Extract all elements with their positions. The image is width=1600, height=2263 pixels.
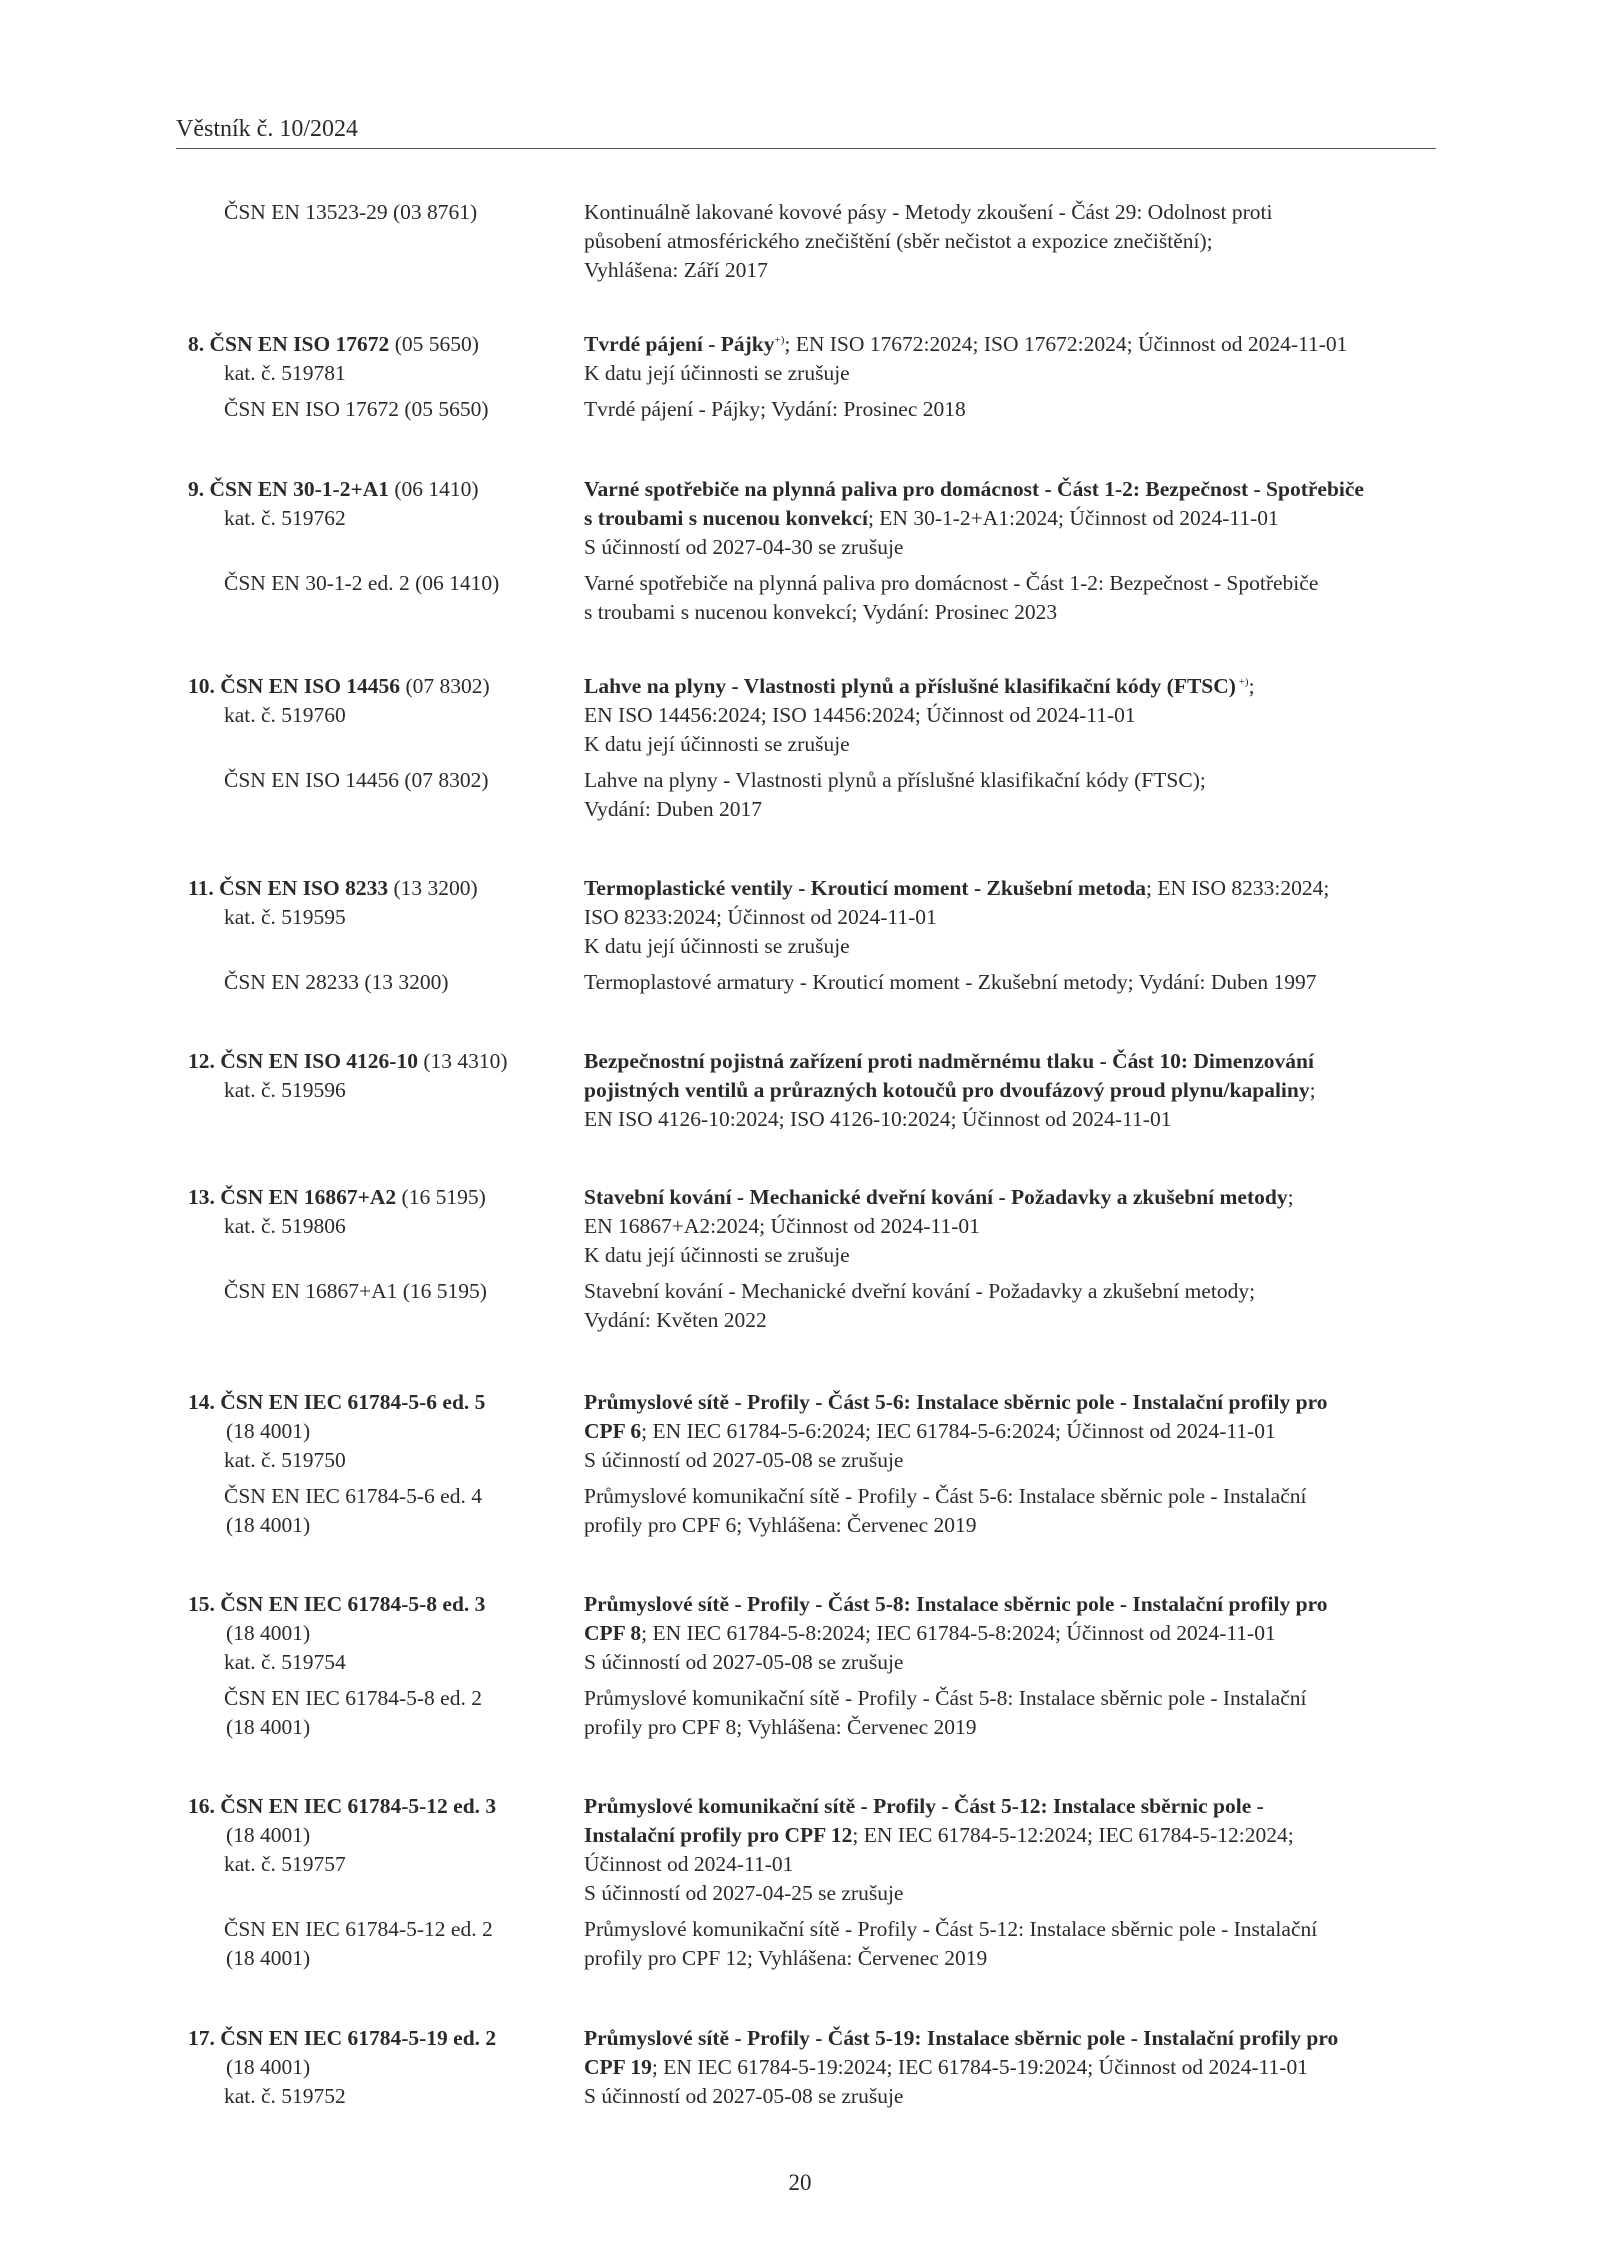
designation-line (188, 672, 568, 701)
description-line (584, 1306, 1428, 1335)
designation-line (188, 1388, 568, 1417)
plain-text: ČSN EN ISO 14456 (07 8302) (224, 768, 489, 792)
description-line (584, 1915, 1428, 1944)
description-line (584, 1047, 1428, 1076)
plain-text: ; EN 30-1-2+A1:2024; Účinnost od 2024-11-01 (867, 506, 1279, 530)
description-line (584, 672, 1428, 701)
plain-text: kat. č. 519752 (224, 2084, 346, 2108)
description-line (584, 2082, 1428, 2111)
designation-line (188, 1212, 568, 1241)
plain-text: kat. č. 519762 (224, 506, 346, 530)
bold-title-text: Průmyslové sítě - Profily - Část 5-19: Instalace sběrnic pole - Instalační profily pro (584, 2026, 1339, 2050)
bold-title-text: Lahve na plyny - Vlastnosti plynů a příslušné klasifikační kódy (FTSC) (584, 674, 1236, 698)
standard-description (584, 569, 1428, 627)
description-line (584, 598, 1428, 627)
plain-text: (18 4001) (226, 1621, 311, 1645)
description-line (584, 1241, 1428, 1270)
bold-title-text: CPF 6 (584, 1419, 642, 1443)
plain-text: profily pro CPF 12; Vyhlášena: Červenec 2019 (584, 1946, 988, 1970)
designation-line (188, 475, 568, 504)
replaced-standard-row (188, 1915, 1438, 1973)
new-standard-row (188, 1388, 1438, 1475)
plain-text: kat. č. 519781 (224, 361, 346, 385)
description-line (584, 874, 1428, 903)
new-standard-row (188, 2024, 1438, 2111)
plain-text: (18 4001) (226, 1823, 311, 1847)
plain-text: S účinností od 2027-05-08 se zrušuje (584, 2084, 904, 2108)
new-standard-row (188, 1590, 1438, 1677)
page-number: 20 (788, 2170, 812, 2195)
plain-text: S účinností od 2027-05-08 se zrušuje (584, 1448, 904, 1472)
standard-designation (188, 569, 568, 598)
designation-line (188, 1684, 568, 1713)
description-line (584, 2024, 1428, 2053)
plain-text: Vydání: Květen 2022 (584, 1308, 767, 1332)
standard-designation (188, 1183, 568, 1241)
plain-text: ; EN IEC 61784-5-12:2024; IEC 61784-5-12:2024; (852, 1823, 1294, 1847)
bold-title-text: 12. ČSN EN ISO 4126-10 (188, 1049, 418, 1073)
standard-entry (188, 475, 1438, 627)
standard-designation (188, 475, 568, 533)
designation-line (188, 2053, 568, 2082)
designation-line (188, 198, 568, 227)
plain-text: Tvrdé pájení - Pájky; Vydání: Prosinec 2018 (584, 397, 966, 421)
designation-line (188, 874, 568, 903)
plain-text: Účinnost od 2024-11-01 (584, 1852, 794, 1876)
standard-entry (188, 1183, 1438, 1335)
plain-text: kat. č. 519596 (224, 1078, 346, 1102)
designation-line (188, 1417, 568, 1446)
plain-text: (13 3200) (388, 876, 478, 900)
standard-designation (188, 672, 568, 730)
plain-text: (18 4001) (226, 1715, 311, 1739)
description-line (584, 932, 1428, 961)
designation-line (188, 1619, 568, 1648)
designation-line (188, 1277, 568, 1306)
description-line (584, 1792, 1428, 1821)
standard-entry (188, 1792, 1438, 1973)
plain-text: Průmyslové komunikační sítě - Profily - Část 5-6: Instalace sběrnic pole - Instalační (584, 1484, 1307, 1508)
bold-title-text: Průmyslové sítě - Profily - Část 5-6: Instalace sběrnic pole - Instalační profily pro (584, 1390, 1328, 1414)
description-line (584, 1105, 1428, 1134)
replaced-standard-row (188, 1277, 1438, 1335)
bold-title-text: 8. ČSN EN ISO 17672 (188, 332, 390, 356)
plain-text: (18 4001) (226, 2055, 311, 2079)
description-line (584, 2053, 1428, 2082)
plain-text: Termoplastové armatury - Krouticí moment - Zkušební metody; Vydání: Duben 1997 (584, 970, 1317, 994)
standard-designation (188, 1684, 568, 1742)
replaced-standard-row (188, 395, 1438, 424)
bold-title-text: Průmyslové komunikační sítě - Profily - Část 5-12: Instalace sběrnic pole - (584, 1794, 1264, 1818)
plain-text: kat. č. 519754 (224, 1650, 346, 1674)
page-header (176, 114, 1436, 149)
standard-description (584, 2024, 1428, 2111)
standard-designation (188, 330, 568, 388)
description-line (584, 1417, 1428, 1446)
plain-text: ČSN EN 13523-29 (03 8761) (224, 200, 478, 224)
bold-title-text: Varné spotřebiče na plynná paliva pro domácnost - Část 1-2: Bezpečnost - Spotřebiče (584, 477, 1364, 501)
standard-designation (188, 2024, 568, 2111)
description-line (584, 903, 1428, 932)
description-line (584, 1446, 1428, 1475)
bold-title-text: 16. ČSN EN IEC 61784-5-12 ed. 3 (188, 1794, 497, 1818)
plain-text: S účinností od 2027-05-08 se zrušuje (584, 1650, 904, 1674)
plain-text: EN 16867+A2:2024; Účinnost od 2024-11-01 (584, 1214, 980, 1238)
description-line (584, 475, 1428, 504)
bold-title-text: pojistných ventilů a průrazných kotoučů pro dvoufázový proud plynu/kapaliny (584, 1078, 1310, 1102)
bold-title-text: Tvrdé pájení - Pájky (584, 332, 775, 356)
standard-description (584, 874, 1428, 961)
description-line (584, 1879, 1428, 1908)
new-standard-row (188, 198, 1438, 285)
description-line (584, 968, 1428, 997)
designation-line (188, 1076, 568, 1105)
new-standard-row (188, 1183, 1438, 1270)
new-standard-row (188, 330, 1438, 388)
description-line (584, 1482, 1428, 1511)
plain-text: K datu její účinnosti se zrušuje (584, 934, 850, 958)
standard-entry (188, 1590, 1438, 1742)
plain-text: kat. č. 519595 (224, 905, 346, 929)
plain-text: ; EN ISO 8233:2024; (1145, 876, 1330, 900)
description-line (584, 198, 1428, 227)
plain-text: působení atmosférického znečištění (sběr nečistot a expozice znečištění); (584, 229, 1213, 253)
plain-text: ; EN ISO 17672:2024; ISO 17672:2024; Účinnost od 2024-11-01 (784, 332, 1348, 356)
bold-title-text: CPF 19 (584, 2055, 652, 2079)
designation-line (188, 2082, 568, 2111)
standard-entry (188, 198, 1438, 285)
plain-text: ČSN EN 30-1-2 ed. 2 (06 1410) (224, 571, 500, 595)
bold-title-text: Stavební kování - Mechanické dveřní kování - Požadavky a zkušební metody (584, 1185, 1288, 1209)
plain-text: ; (1248, 674, 1255, 698)
designation-line (188, 2024, 568, 2053)
plain-text: Varné spotřebiče na plynná paliva pro domácnost - Část 1-2: Bezpečnost - Spotřebiče (584, 571, 1319, 595)
plain-text: Lahve na plyny - Vlastnosti plynů a příslušné klasifikační kódy (FTSC); (584, 768, 1206, 792)
bold-title-text: 14. ČSN EN IEC 61784-5-6 ed. 5 (188, 1390, 486, 1414)
description-line (584, 1212, 1428, 1241)
description-line (584, 395, 1428, 424)
plain-text: ISO 8233:2024; Účinnost od 2024-11-01 (584, 905, 937, 929)
plain-text: (06 1410) (388, 477, 479, 501)
description-line (584, 701, 1428, 730)
description-line (584, 795, 1428, 824)
designation-line (188, 359, 568, 388)
description-line (584, 1183, 1428, 1212)
plain-text: profily pro CPF 8; Vyhlášena: Červenec 2019 (584, 1715, 977, 1739)
standard-description (584, 475, 1428, 562)
standard-entry (188, 874, 1438, 997)
designation-line (188, 766, 568, 795)
designation-line (188, 1047, 568, 1076)
plain-text: ČSN EN IEC 61784-5-8 ed. 2 (224, 1686, 482, 1710)
bold-title-text: s troubami s nucenou konvekcí (584, 506, 868, 530)
standard-designation (188, 395, 568, 424)
replaced-standard-row (188, 1482, 1438, 1540)
designation-line (188, 1446, 568, 1475)
description-line (584, 1713, 1428, 1742)
new-standard-row (188, 1047, 1438, 1134)
plain-text: EN ISO 14456:2024; ISO 14456:2024; Účinnost od 2024-11-01 (584, 703, 1136, 727)
plain-text: ČSN EN IEC 61784-5-12 ed. 2 (224, 1917, 493, 1941)
designation-line (188, 1944, 568, 1973)
designation-line (188, 1792, 568, 1821)
plain-text: S účinností od 2027-04-30 se zrušuje (584, 535, 904, 559)
designation-line (188, 1713, 568, 1742)
standard-description (584, 330, 1428, 388)
plain-text: ; EN IEC 61784-5-6:2024; IEC 61784-5-6:2024; Účinnost od 2024-11-01 (641, 1419, 1276, 1443)
plain-text: EN ISO 4126-10:2024; ISO 4126-10:2024; Účinnost od 2024-11-01 (584, 1107, 1172, 1131)
plain-text: kat. č. 519806 (224, 1214, 346, 1238)
standard-designation (188, 1792, 568, 1879)
replaced-standard-row (188, 1684, 1438, 1742)
plain-text: ; (1287, 1185, 1294, 1209)
standard-entry (188, 1047, 1438, 1134)
description-line (584, 227, 1428, 256)
standard-designation (188, 1388, 568, 1475)
plain-text: profily pro CPF 6; Vyhlášena: Červenec 2019 (584, 1513, 977, 1537)
plain-text: K datu její účinnosti se zrušuje (584, 1243, 850, 1267)
new-standard-row (188, 874, 1438, 961)
description-line (584, 766, 1428, 795)
replaced-standard-row (188, 766, 1438, 824)
standard-entry (188, 330, 1438, 424)
standard-description (584, 1277, 1428, 1335)
description-line (584, 359, 1428, 388)
description-line (584, 1511, 1428, 1540)
description-line (584, 256, 1428, 285)
bold-title-text: Bezpečnostní pojistná zařízení proti nadměrnému tlaku - Část 10: Dimenzování (584, 1049, 1314, 1073)
description-line (584, 1850, 1428, 1879)
plain-text: Vyhlášena: Září 2017 (584, 258, 768, 282)
new-standard-row (188, 672, 1438, 759)
standard-designation (188, 766, 568, 795)
plain-text: ČSN EN 16867+A1 (16 5195) (224, 1279, 487, 1303)
standard-description (584, 198, 1428, 285)
standard-designation (188, 1047, 568, 1105)
description-line (584, 730, 1428, 759)
standard-description (584, 1590, 1428, 1677)
description-line (584, 1277, 1428, 1306)
bold-title-text: 10. ČSN EN ISO 14456 (188, 674, 401, 698)
designation-line (188, 1915, 568, 1944)
designation-line (188, 968, 568, 997)
plain-text: Kontinuálně lakované kovové pásy - Metody zkoušení - Část 29: Odolnost proti (584, 200, 1273, 224)
new-standard-row (188, 1792, 1438, 1908)
header-rule (176, 148, 1436, 149)
plain-text: Průmyslové komunikační sítě - Profily - Část 5-8: Instalace sběrnic pole - Instalační (584, 1686, 1307, 1710)
bold-title-text: 17. ČSN EN IEC 61784-5-19 ed. 2 (188, 2026, 497, 2050)
plain-text: s troubami s nucenou konvekcí; Vydání: Prosinec 2023 (584, 600, 1058, 624)
plain-text: (18 4001) (226, 1946, 311, 1970)
standard-entry (188, 672, 1438, 824)
plain-text: (18 4001) (226, 1513, 311, 1537)
plain-text: Vydání: Duben 2017 (584, 797, 762, 821)
standard-designation (188, 1482, 568, 1540)
standard-description (584, 766, 1428, 824)
description-line (584, 1619, 1428, 1648)
standard-designation (188, 1915, 568, 1973)
description-line (584, 533, 1428, 562)
footnote-marker: +) (774, 334, 785, 346)
plain-text: K datu její účinnosti se zrušuje (584, 361, 850, 385)
standard-description (584, 1047, 1428, 1134)
standard-description (584, 1684, 1428, 1742)
plain-text: kat. č. 519757 (224, 1852, 346, 1876)
standard-description (584, 672, 1428, 759)
designation-line (188, 1511, 568, 1540)
designation-line (188, 1648, 568, 1677)
description-line (584, 1684, 1428, 1713)
footnote-marker: +) (1235, 676, 1249, 688)
designation-line (188, 1850, 568, 1879)
standard-description (584, 395, 1428, 424)
standard-description (584, 1792, 1428, 1908)
plain-text: Průmyslové komunikační sítě - Profily - Část 5-12: Instalace sběrnic pole - Instalační (584, 1917, 1318, 1941)
designation-line (188, 701, 568, 730)
designation-line (188, 1482, 568, 1511)
bold-title-text: Průmyslové sítě - Profily - Část 5-8: Instalace sběrnic pole - Instalační profily pro (584, 1592, 1328, 1616)
standard-description (584, 968, 1428, 997)
plain-text: kat. č. 519760 (224, 703, 346, 727)
bulletin-title: Věstník č. 10/2024 (176, 116, 358, 142)
new-standard-row (188, 475, 1438, 562)
description-line (584, 1821, 1428, 1850)
standard-description (584, 1915, 1428, 1973)
bold-title-text: 13. ČSN EN 16867+A2 (188, 1185, 397, 1209)
bold-title-text: 15. ČSN EN IEC 61784-5-8 ed. 3 (188, 1592, 486, 1616)
description-line (584, 504, 1428, 533)
description-line (584, 1388, 1428, 1417)
plain-text: ; EN IEC 61784-5-8:2024; IEC 61784-5-8:2024; Účinnost od 2024-11-01 (641, 1621, 1276, 1645)
plain-text: ČSN EN ISO 17672 (05 5650) (224, 397, 489, 421)
bold-title-text: Instalační profily pro CPF 12 (584, 1823, 853, 1847)
plain-text: Stavební kování - Mechanické dveřní kování - Požadavky a zkušební metody; (584, 1279, 1256, 1303)
description-line (584, 330, 1428, 359)
designation-line (188, 1183, 568, 1212)
description-line (584, 1590, 1428, 1619)
description-line (584, 1648, 1428, 1677)
standard-designation (188, 874, 568, 932)
designation-line (188, 330, 568, 359)
plain-text: (13 4310) (417, 1049, 508, 1073)
description-line (584, 569, 1428, 598)
replaced-standard-row (188, 569, 1438, 627)
plain-text: (18 4001) (226, 1419, 311, 1443)
designation-line (188, 569, 568, 598)
plain-text: ; (1309, 1078, 1316, 1102)
bold-title-text: 9. ČSN EN 30-1-2+A1 (188, 477, 389, 501)
plain-text: (05 5650) (389, 332, 479, 356)
plain-text: (07 8302) (400, 674, 490, 698)
replaced-standard-row (188, 968, 1438, 997)
plain-text: kat. č. 519750 (224, 1448, 346, 1472)
plain-text: (16 5195) (396, 1185, 486, 1209)
description-line (584, 1076, 1428, 1105)
designation-line (188, 903, 568, 932)
designation-line (188, 1590, 568, 1619)
designation-line (188, 395, 568, 424)
standard-entry (188, 1388, 1438, 1540)
standard-designation (188, 198, 568, 227)
plain-text: S účinností od 2027-04-25 se zrušuje (584, 1881, 904, 1905)
plain-text: ; EN IEC 61784-5-19:2024; IEC 61784-5-19:2024; Účinnost od 2024-11-01 (651, 2055, 1308, 2079)
bold-title-text: CPF 8 (584, 1621, 642, 1645)
standard-entry (188, 2024, 1438, 2111)
designation-line (188, 504, 568, 533)
standard-description (584, 1183, 1428, 1270)
plain-text: ČSN EN IEC 61784-5-6 ed. 4 (224, 1484, 482, 1508)
description-line (584, 1944, 1428, 1973)
standard-designation (188, 1277, 568, 1306)
designation-line (188, 1821, 568, 1850)
standard-designation (188, 968, 568, 997)
standard-description (584, 1482, 1428, 1540)
bold-title-text: 11. ČSN EN ISO 8233 (188, 876, 389, 900)
bold-title-text: Termoplastické ventily - Krouticí moment - Zkušební metoda (584, 876, 1146, 900)
plain-text: K datu její účinnosti se zrušuje (584, 732, 850, 756)
standard-description (584, 1388, 1428, 1475)
standard-designation (188, 1590, 568, 1677)
plain-text: ČSN EN 28233 (13 3200) (224, 970, 449, 994)
